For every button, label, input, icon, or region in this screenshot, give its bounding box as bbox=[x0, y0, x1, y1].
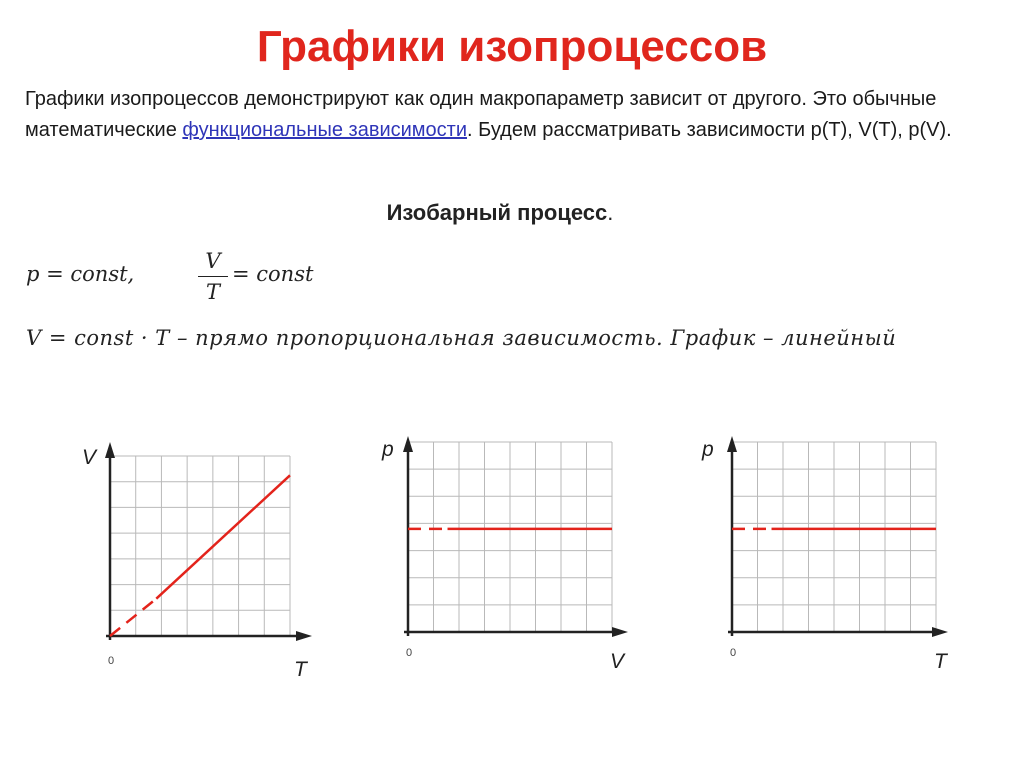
fraction-denominator: T bbox=[205, 280, 220, 304]
y-axis-label: V bbox=[82, 446, 97, 469]
formula-equals-const: = const bbox=[232, 262, 314, 286]
formula-p-const: p = const, bbox=[26, 262, 135, 286]
fraction-bar bbox=[198, 276, 228, 277]
series-line-solid bbox=[156, 475, 290, 598]
section-subtitle bbox=[0, 200, 1000, 226]
x-axis-label: T bbox=[294, 658, 307, 681]
y-axis-arrow bbox=[403, 436, 413, 452]
chart-v-vs-t bbox=[76, 428, 326, 688]
linear-dependency-formula: V = const · T – прямо пропорциональная зависимость. График – линейный bbox=[26, 326, 897, 350]
chart-v-vs-t-svg bbox=[76, 428, 326, 688]
x-axis-arrow bbox=[612, 627, 628, 637]
y-axis-arrow bbox=[105, 442, 115, 458]
series-line-dashed bbox=[110, 599, 156, 636]
intro-text-start: Графики изопроцессов демонстрируют как один макропараметр зависит от другого. Это обычные математические bbox=[25, 88, 937, 141]
chart-p-vs-t bbox=[694, 428, 964, 688]
origin-tick-label: 0 bbox=[730, 647, 737, 659]
x-axis-label: T bbox=[934, 650, 947, 673]
formula-v-over-t bbox=[198, 248, 228, 305]
fraction-numerator: V bbox=[205, 249, 221, 273]
origin-tick-label: 0 bbox=[108, 655, 115, 667]
chart-p-vs-t-svg bbox=[694, 428, 964, 688]
chart-p-vs-v-svg bbox=[374, 428, 644, 688]
x-axis-label: V bbox=[610, 650, 625, 673]
chart-p-vs-v bbox=[374, 428, 644, 688]
intro-text-end: . Будем рассматривать зависимости p(T), V(T), p(V). bbox=[467, 119, 952, 141]
y-axis-arrow bbox=[727, 436, 737, 452]
origin-tick-label: 0 bbox=[406, 647, 413, 659]
intro-paragraph bbox=[25, 84, 985, 146]
x-axis-arrow bbox=[296, 631, 312, 641]
subtitle-dot: . bbox=[607, 200, 614, 225]
slide-title: Графики изопроцессов bbox=[256, 22, 768, 71]
y-axis-label: p bbox=[702, 438, 714, 461]
functional-dependency-link[interactable]: функциональные зависимости bbox=[182, 119, 468, 141]
y-axis-label: p bbox=[382, 438, 394, 461]
x-axis-arrow bbox=[932, 627, 948, 637]
subtitle-text: Изобарный процесс bbox=[386, 200, 608, 225]
